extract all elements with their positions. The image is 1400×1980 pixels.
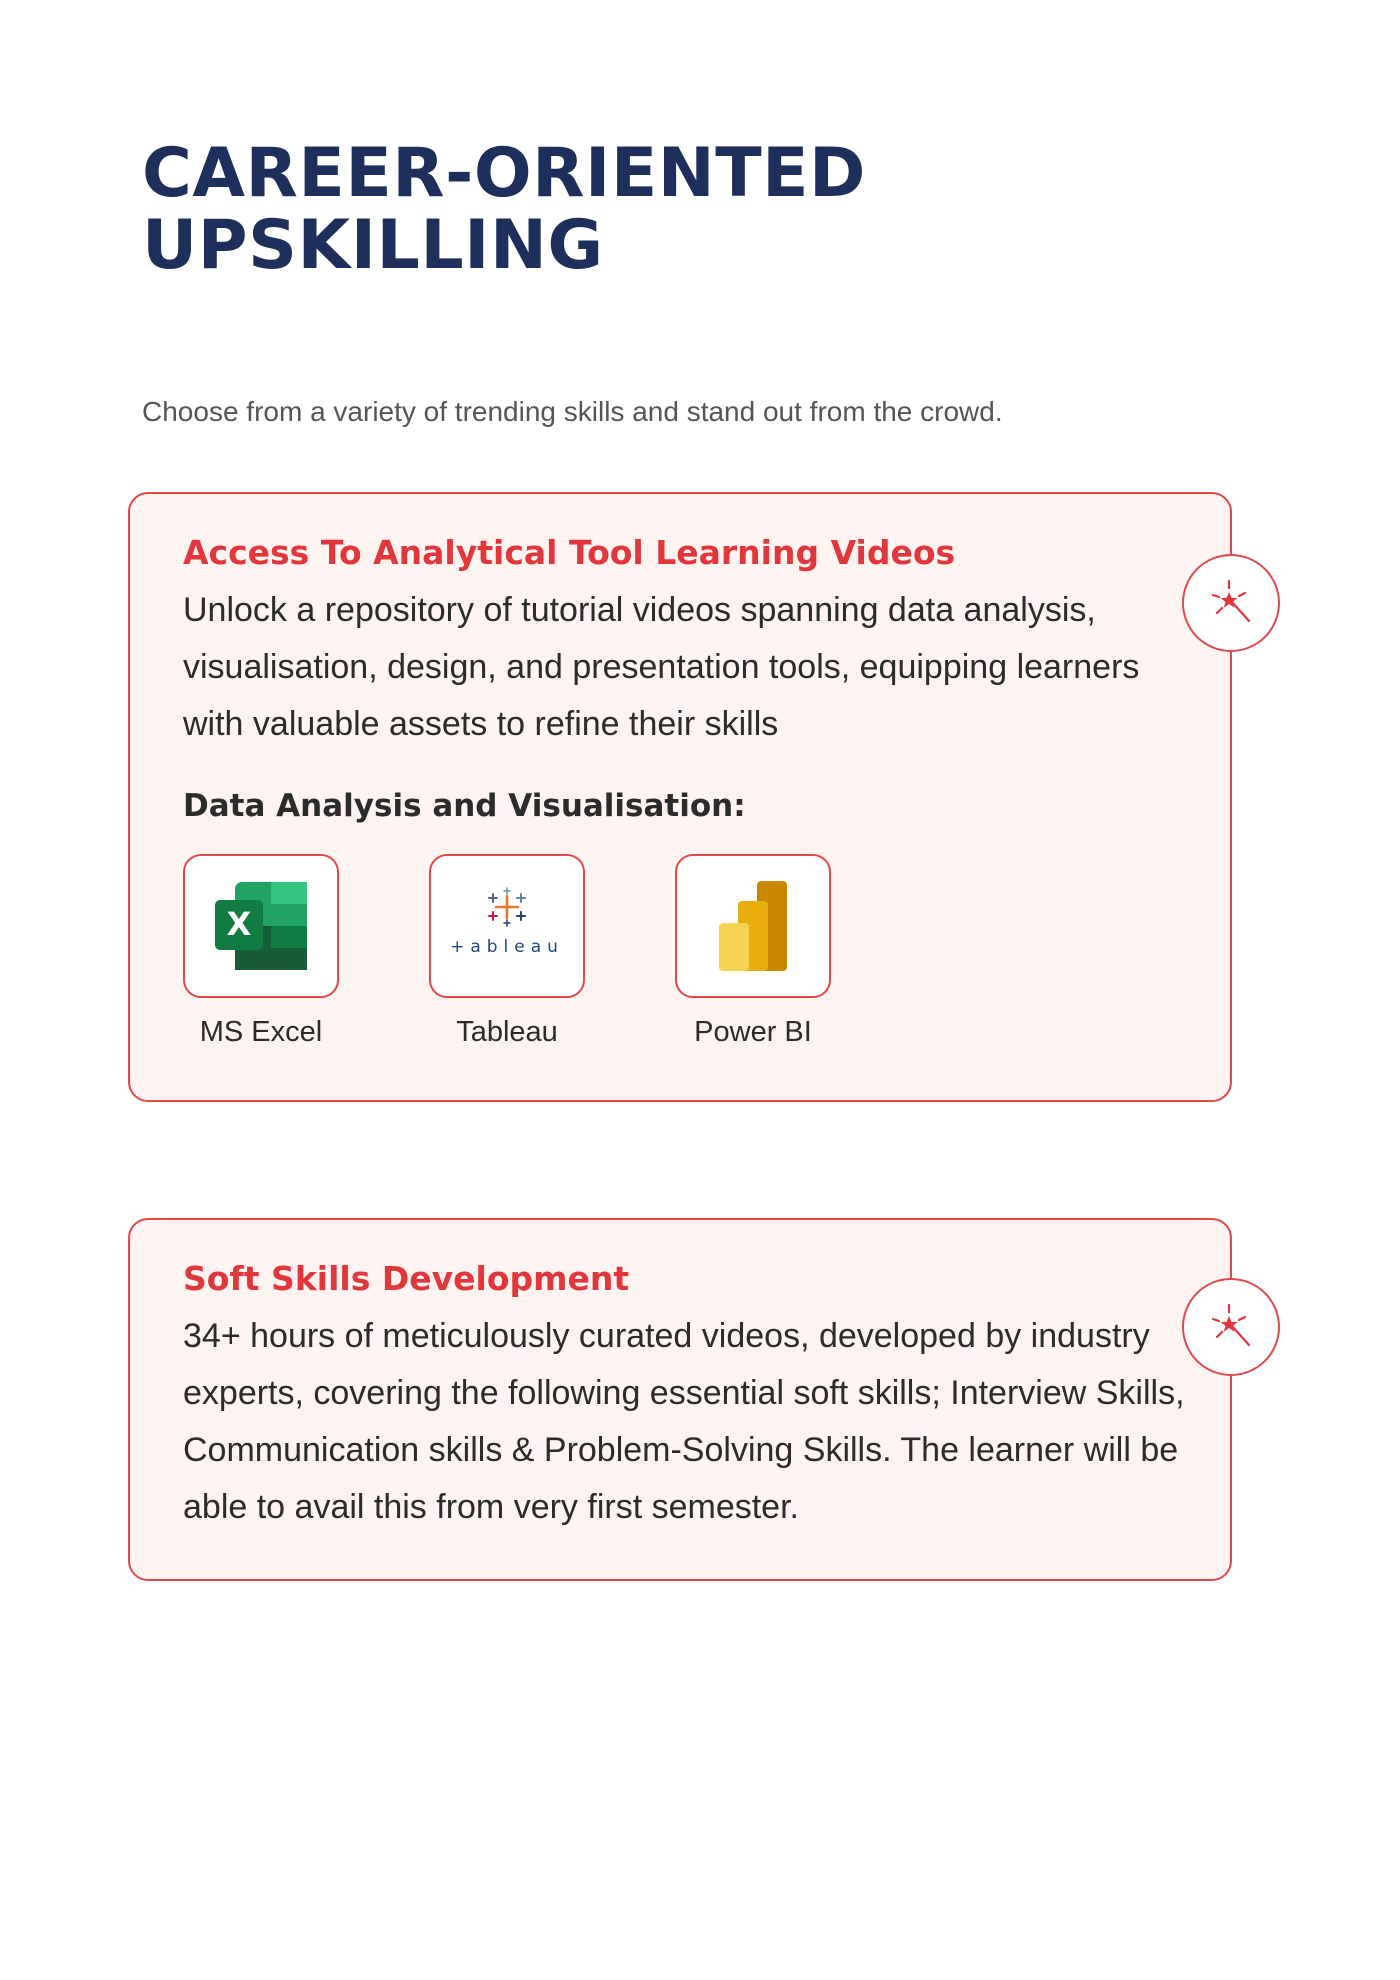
tool-list (183, 854, 883, 1064)
tool-tableau (429, 854, 585, 1049)
card-description: 34+ hours of meticulously curated videos, developed by industry experts, covering the following essential soft skills; Interview Skills, Communication skills & Problem-Solving Skills. The learner will be able to avail this from very first semester. (183, 1317, 1185, 1526)
tool-logo-box (183, 854, 339, 998)
analytical-tools-card (128, 492, 1232, 1102)
page-title-line-2: UPSKILLING (142, 206, 604, 285)
tableau-logo (447, 886, 567, 966)
tool-power-bi (675, 854, 831, 1049)
page-title (142, 134, 866, 285)
tools-subheading: Data Analysis and Visualisation: (183, 788, 746, 824)
tool-logo-box (429, 854, 585, 998)
magic-wand-icon (1203, 1299, 1259, 1355)
tool-logo-box (675, 854, 831, 998)
power-bi-logo (713, 879, 793, 973)
card-description: Unlock a repository of tutorial videos spanning data analysis, visualisation, design, and presentation tools, equipping learners with valuable assets to refine their skills (183, 591, 1140, 743)
magic-wand-icon (1203, 575, 1259, 631)
tool-label: Tableau (456, 1016, 558, 1048)
magic-wand-badge (1182, 1278, 1280, 1376)
svg-text:X: X (226, 905, 252, 943)
soft-skills-card (128, 1218, 1232, 1581)
card-title: Access To Analytical Tool Learning Videos (183, 533, 956, 572)
magic-wand-badge (1182, 554, 1280, 652)
page-title-line-1: CAREER-ORIENTED (142, 134, 866, 213)
tableau-wordmark: +ableau (450, 937, 564, 957)
ms-excel-logo (213, 880, 309, 972)
tool-label: Power BI (694, 1016, 812, 1048)
card-title: Soft Skills Development (183, 1259, 630, 1298)
tool-ms-excel (183, 854, 339, 1049)
tool-label: MS Excel (199, 1016, 323, 1048)
intro-text: Choose from a variety of trending skills and stand out from the crowd. (142, 396, 1003, 427)
